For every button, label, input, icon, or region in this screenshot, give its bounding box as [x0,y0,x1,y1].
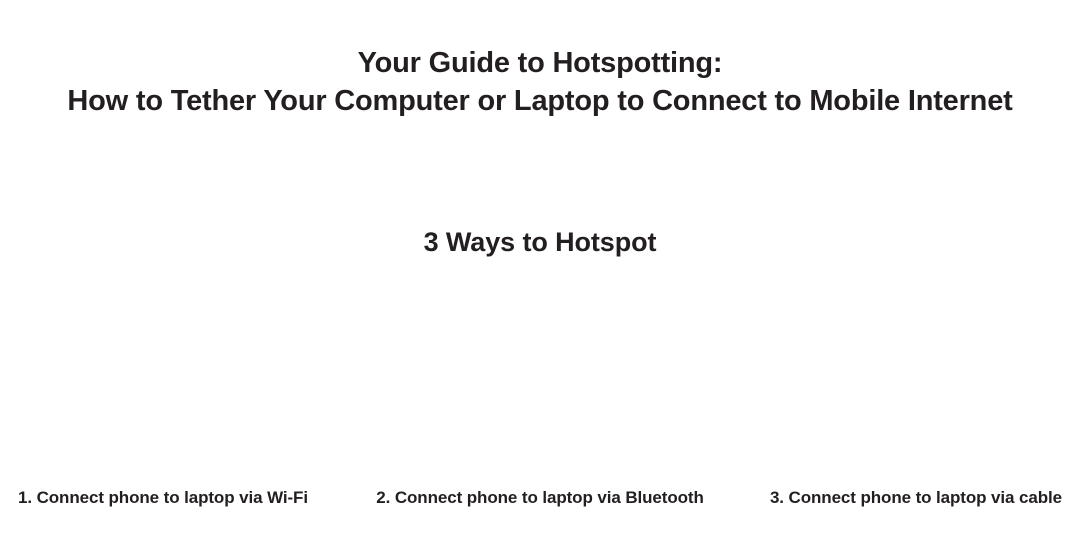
caption-item-bluetooth: 2. Connect phone to laptop via Bluetooth [376,488,704,507]
caption-item-wifi: 1. Connect phone to laptop via Wi-Fi [18,488,308,507]
page-title [0,44,1080,120]
section-subtitle: 3 Ways to Hotspot [423,227,657,257]
title-line-primary: Your Guide to Hotspotting: [357,47,723,79]
caption-row [0,486,1080,510]
illustration-area [0,290,1080,470]
caption-item-cable: 3. Connect phone to laptop via cable [769,488,1062,507]
title-line-secondary: How to Tether Your Computer or Laptop to Connect to Mobile Internet [67,85,1013,117]
